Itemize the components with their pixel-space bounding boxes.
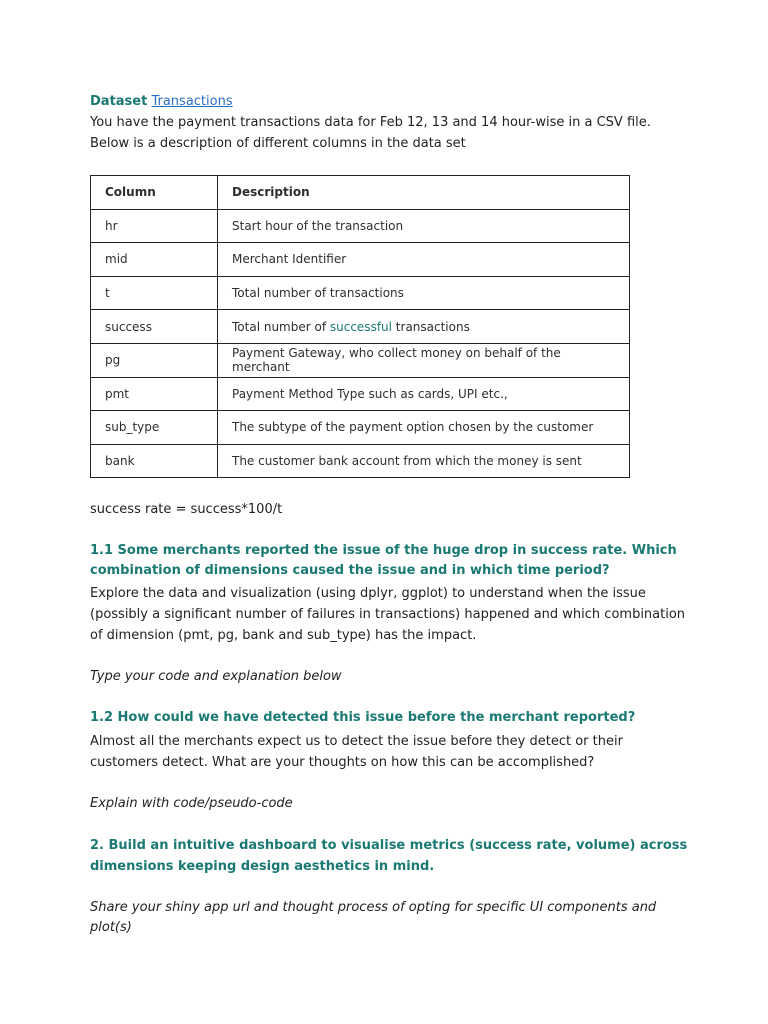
table-row <box>91 243 630 277</box>
columns-table <box>90 175 630 478</box>
table-row <box>91 310 630 344</box>
description-cell: Payment Method Type such as cards, UPI etc., <box>218 377 630 411</box>
description-cell: Start hour of the transaction <box>218 209 630 243</box>
success-rate-formula: success rate = success*100/t <box>90 502 283 518</box>
description-cell: The customer bank account from which the money is sent <box>218 444 630 478</box>
description-cell: Total number of transactions <box>218 276 630 310</box>
header-description: Description <box>218 176 630 210</box>
question-1-1-instruction: Type your code and explanation below <box>90 669 342 685</box>
description-cell: Payment Gateway, who collect money on behalf of the merchant <box>218 343 630 377</box>
description-cell: The subtype of the payment option chosen by the customer <box>218 411 630 445</box>
column-name-cell: pmt <box>91 377 218 411</box>
table-header-row <box>91 176 630 210</box>
intro-paragraph: You have the payment transactions data for Feb 12, 13 and 14 hour-wise in a CSV file. Below is a description of different columns in the data set <box>90 115 651 151</box>
table-row <box>91 411 630 445</box>
column-name-cell: bank <box>91 444 218 478</box>
successful-highlight: successful <box>329 319 392 334</box>
description-cell: Merchant Identifier <box>218 243 630 277</box>
transactions-link[interactable]: Transactions <box>151 94 233 109</box>
table-row <box>91 377 630 411</box>
document-page <box>90 92 690 938</box>
column-name-cell: mid <box>91 243 218 277</box>
column-name-cell: t <box>91 276 218 310</box>
description-pre: Total number of <box>232 319 330 334</box>
column-name-cell: hr <box>91 209 218 243</box>
table-row <box>91 276 630 310</box>
table-row <box>91 444 630 478</box>
table-row <box>91 209 630 243</box>
question-1-1-heading: 1.1 Some merchants reported the issue of the huge drop in success rate. Which combination of dimensions caused the issue and in which time period? <box>90 543 677 579</box>
table-row <box>91 343 630 377</box>
dataset-line <box>90 92 690 112</box>
question-1-2-heading: 1.2 How could we have detected this issue before the merchant reported? <box>90 710 636 726</box>
column-name-cell: sub_type <box>91 411 218 445</box>
question-1-1-body: Explore the data and visualization (using dplyr, ggplot) to understand when the issue (possibly a significant number of failures in transactions) happened and which combination of dimension (pmt, pg, bank and sub_type) has the impact. <box>90 586 686 644</box>
header-column: Column <box>91 176 218 210</box>
question-2-heading: 2. Build an intuitive dashboard to visualise metrics (success rate, volume) across dimensions keeping design aesthetics in mind. <box>90 838 688 875</box>
question-1-2-instruction: Explain with code/pseudo-code <box>90 796 293 812</box>
description-cell <box>218 310 630 344</box>
question-1-2-body: Almost all the merchants expect us to detect the issue before they detect or their customers detect. What are your thoughts on how this can be accomplished? <box>90 734 623 771</box>
dataset-label: Dataset <box>90 94 148 109</box>
column-name-cell: success <box>91 310 218 344</box>
description-post: transactions <box>391 319 470 334</box>
question-2-instruction: Share your shiny app url and thought process of opting for specific UI components and plot(s) <box>90 900 657 936</box>
column-name-cell: pg <box>91 343 218 377</box>
